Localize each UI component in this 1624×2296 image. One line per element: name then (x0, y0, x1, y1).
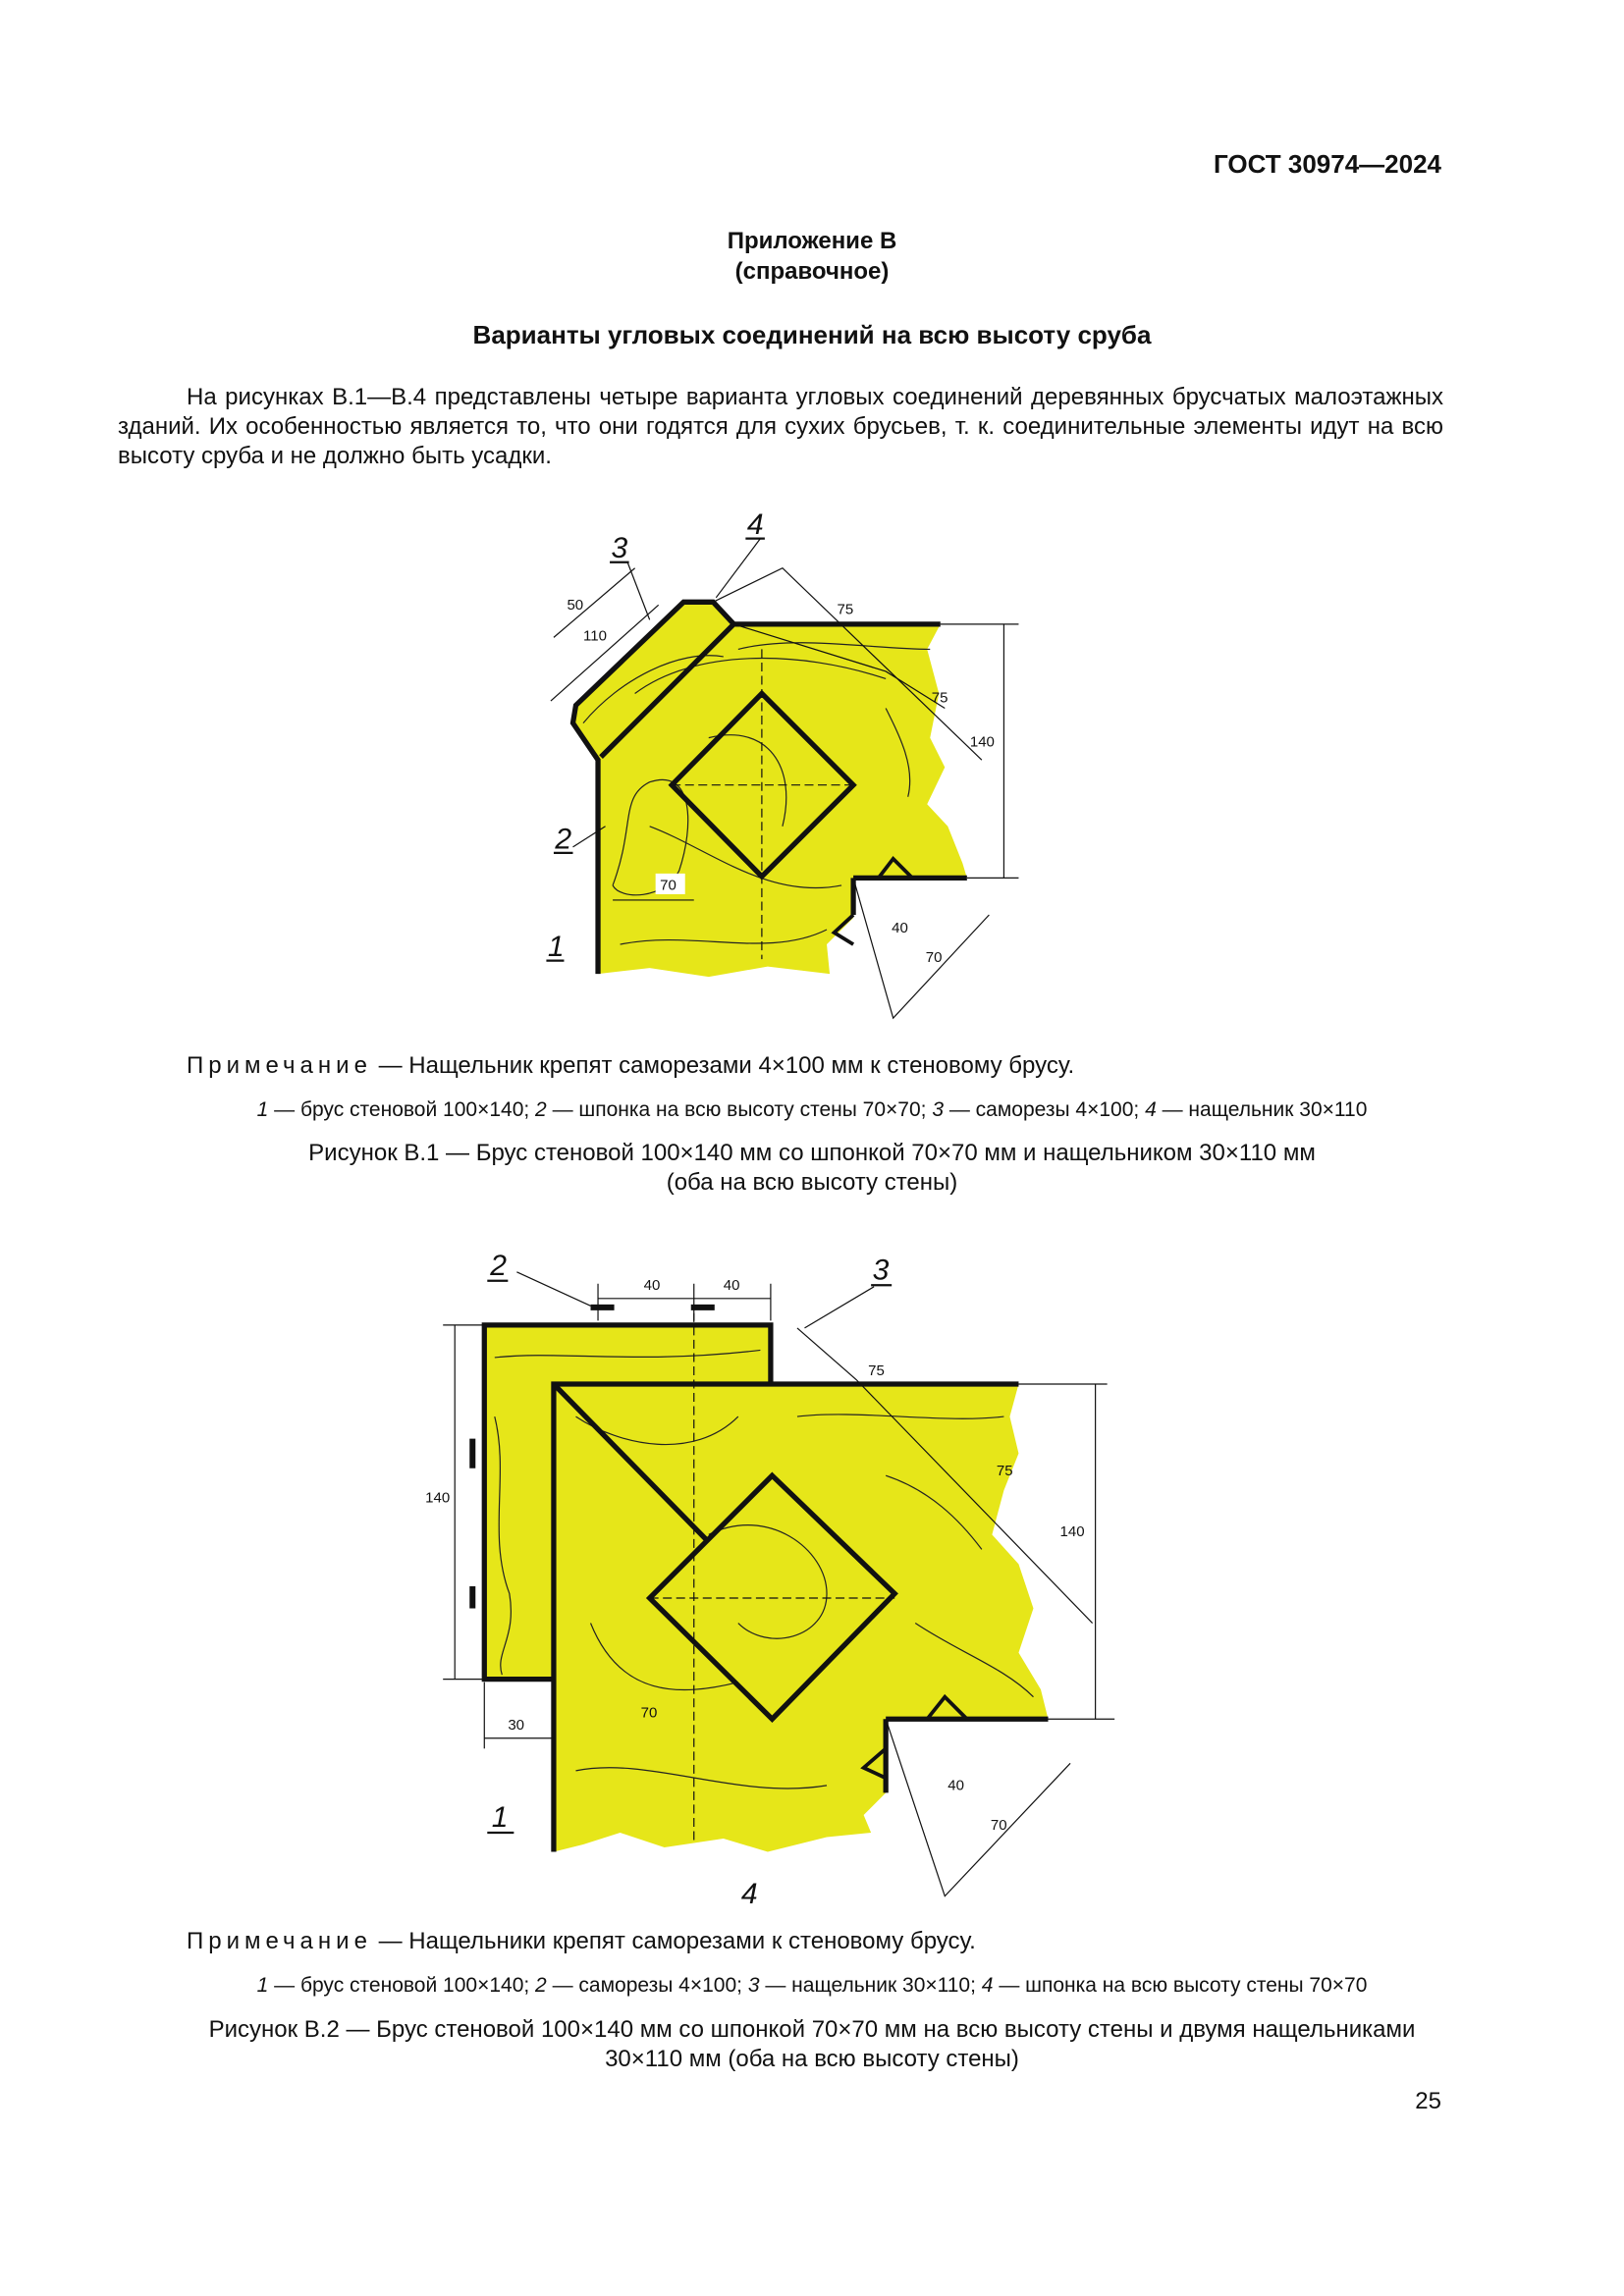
wall-beam-wood (484, 1325, 1048, 1852)
legend-num: 1 (256, 1974, 269, 1997)
legend-num: 3 (932, 1098, 944, 1121)
figure2-legend (0, 1974, 1624, 1998)
callout-2: 2 (555, 823, 572, 856)
dim-50: 50 (567, 596, 584, 614)
legend-num: 4 (981, 1974, 994, 1997)
caption-line: Рисунок В.1 — Брус стеновой 100×140 мм со шпонкой 70×70 мм и нащельником 30×110 мм (308, 1140, 1316, 1166)
dim-40: 40 (892, 920, 908, 937)
dim-70-dowel: 70 (660, 877, 677, 894)
page-number: 25 (1415, 2088, 1441, 2114)
legend-text: — саморезы 4×100; (944, 1098, 1146, 1121)
legend-text: — нащельник 30×110; (759, 1974, 982, 1997)
callout-1: 1 (547, 931, 565, 964)
legend-num: 2 (535, 1974, 547, 1997)
appendix-title: Приложение В (727, 228, 897, 254)
note-text: — Нащельники крепят саморезами к стеновому брусу. (371, 1928, 976, 1954)
caption-line: (оба на всю высоту стены) (666, 1169, 958, 1196)
note-prefix: Примечание (187, 1928, 372, 1954)
dim-75-top: 75 (837, 601, 854, 618)
dim-70-bottom: 70 (925, 949, 943, 967)
figure-1 (546, 508, 1018, 1018)
dim-75-right: 75 (996, 1463, 1013, 1480)
caption-line: Рисунок В.2 — Брус стеновой 100×140 мм со шпонкой 70×70 мм на всю высоту стены и двумя нащельниками (208, 2016, 1416, 2043)
caption-line: 30×110 мм (оба на всю высоту стены) (605, 2046, 1019, 2072)
legend-text: — шпонка на всю высоту стены 70×70; (546, 1098, 933, 1121)
note-prefix: Примечание (187, 1052, 372, 1079)
dim-40-right: 40 (723, 1276, 740, 1294)
section-title: Варианты угловых соединений на всю высоту сруба (472, 320, 1152, 349)
legend-num: 1 (256, 1098, 269, 1121)
figure2-note (187, 1928, 976, 1955)
dim-140-right: 140 (1059, 1522, 1085, 1540)
callout-3: 3 (872, 1254, 890, 1287)
appendix-subtitle: (справочное) (734, 258, 890, 285)
dim-140: 140 (969, 733, 995, 751)
dim-140-left: 140 (425, 1489, 451, 1507)
dim-110: 110 (583, 627, 607, 645)
intro-text: На рисунках В.1—В.4 представлены четыре варианта угловых соединений деревянных брусчатых малоэтажных зданий. Их особенностью является то, что они годятся для сухих брусьев, т. к. соединительные элементы идут на всю высоту сруба и не должно быть усадки. (118, 384, 1443, 469)
document-header: ГОСТ 30974—2024 (1214, 149, 1441, 179)
callout-4: 4 (746, 508, 764, 542)
dim-70-bottom: 70 (990, 1816, 1007, 1834)
callout-4: 4 (740, 1878, 758, 1911)
figure1-legend (0, 1098, 1624, 1122)
callout-2: 2 (490, 1249, 508, 1282)
dim-40-bottom: 40 (947, 1777, 964, 1794)
legend-text: — брус стеновой 100×140; (268, 1974, 536, 1997)
callout-3: 3 (611, 532, 628, 565)
callout-1: 1 (491, 1800, 509, 1834)
dim-30: 30 (508, 1716, 525, 1734)
legend-num: 3 (747, 1974, 760, 1997)
dim-75-right: 75 (931, 689, 948, 707)
figure2-caption (0, 2015, 1624, 2074)
dim-70-dowel: 70 (640, 1704, 658, 1722)
dim-75-top: 75 (868, 1362, 885, 1379)
legend-text: — брус стеновой 100×140; (268, 1098, 536, 1121)
dim-40-left: 40 (643, 1276, 661, 1294)
legend-num: 4 (1145, 1098, 1157, 1121)
figure-2 (425, 1250, 1114, 1910)
legend-text: — нащельник 30×110 (1156, 1098, 1368, 1121)
note-text: — Нащельник крепят саморезами 4×100 мм к стеновому брусу. (371, 1052, 1075, 1079)
legend-num: 2 (535, 1098, 547, 1121)
legend-text: — шпонка на всю высоту стены 70×70 (993, 1974, 1368, 1997)
figure1-caption (0, 1139, 1624, 1198)
legend-text: — саморезы 4×100; (546, 1974, 748, 1997)
figure1-note (187, 1052, 1074, 1080)
